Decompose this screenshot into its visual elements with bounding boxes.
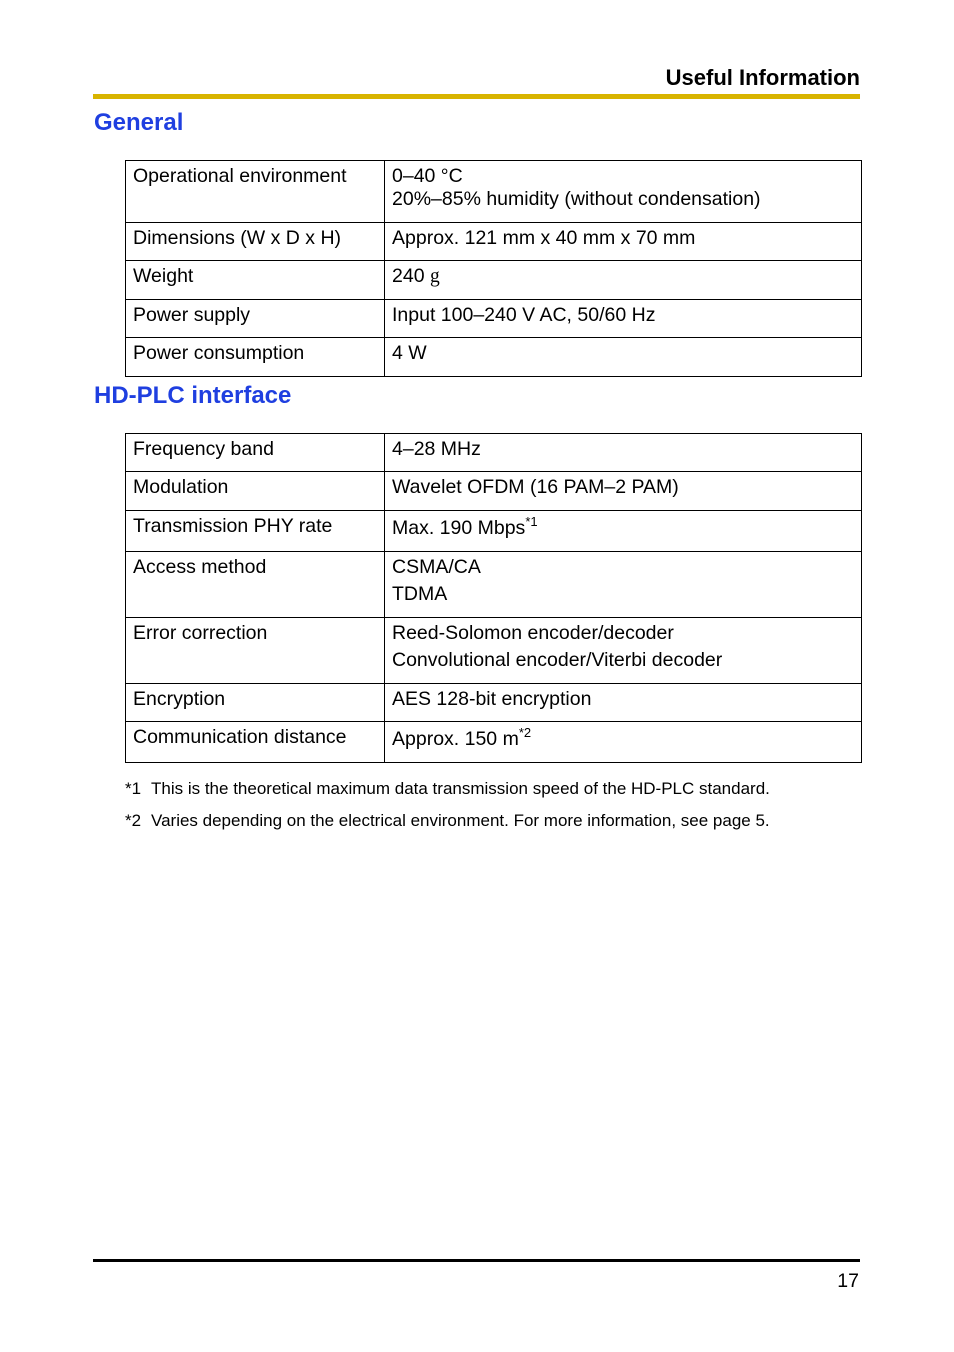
spec-value <box>385 338 862 377</box>
spec-value-line: Reed-Solomon encoder/decoder <box>392 622 674 644</box>
spec-value-line: Convolutional encoder/Viterbi decoder <box>392 649 723 671</box>
page-number: 17 <box>837 1270 859 1292</box>
spec-label: Frequency band <box>126 434 385 472</box>
spec-label: Transmission PHY rate <box>126 511 385 552</box>
header-rule <box>93 94 860 99</box>
phy-rate-value: Max. 190 Mbps <box>392 517 526 539</box>
spec-value <box>385 511 862 552</box>
weight-value: 240 <box>392 265 430 287</box>
spec-value-line: Input 100–240 V AC, 50/60 Hz <box>392 304 656 326</box>
spec-label: Power consumption <box>126 338 385 377</box>
distance-value: Approx. 150 m <box>392 728 519 750</box>
spec-label: Access method <box>126 552 385 618</box>
spec-value-line: TDMA <box>392 583 448 605</box>
spec-value-line: 20%–85% humidity (without condensation) <box>392 188 761 210</box>
spec-value <box>385 618 862 684</box>
table-row <box>126 722 862 763</box>
spec-label: Weight <box>126 261 385 300</box>
spec-value <box>385 161 862 223</box>
spec-value <box>385 300 862 338</box>
spec-label: Encryption <box>126 684 385 722</box>
spec-label: Operational environment <box>126 161 385 223</box>
table-row <box>126 338 862 377</box>
spec-value <box>385 684 862 722</box>
table-row <box>126 552 862 618</box>
table-row <box>126 261 862 300</box>
spec-label: Communication distance <box>126 722 385 763</box>
table-row <box>126 511 862 552</box>
spec-value <box>385 552 862 618</box>
table-row <box>126 684 862 722</box>
spec-value-line: 4 W <box>392 342 427 364</box>
footnote-mark: *2 <box>125 811 142 830</box>
spec-value-line: AES 128-bit encryption <box>392 688 592 710</box>
spec-value-line: 4–28 MHz <box>392 438 481 460</box>
spec-value <box>385 223 862 261</box>
general-spec-table <box>125 160 862 377</box>
spec-value-line: Wavelet OFDM (16 PAM–2 PAM) <box>392 476 679 498</box>
footnote-ref: *2 <box>518 725 532 740</box>
spec-label: Error correction <box>126 618 385 684</box>
section-title-general: General <box>94 109 184 136</box>
footnote-ref: *1 <box>525 514 538 529</box>
table-row <box>126 161 862 223</box>
spec-label: Power supply <box>126 300 385 338</box>
footnote-text: This is the theoretical maximum data transmission speed of the HD-PLC standard. <box>151 779 770 798</box>
section-title-hdplc: HD-PLC interface <box>94 382 292 409</box>
spec-value <box>385 722 862 763</box>
footnote <box>125 810 770 832</box>
footer-rule <box>93 1259 860 1262</box>
spec-value-line: Approx. 121 mm x 40 mm x 70 mm <box>392 227 696 249</box>
spec-value <box>385 434 862 472</box>
spec-value <box>385 261 862 300</box>
footnote-mark: *1 <box>125 779 142 798</box>
table-row <box>126 300 862 338</box>
running-header: Useful Information <box>665 65 860 90</box>
table-row <box>126 472 862 511</box>
spec-value-line: CSMA/CA <box>392 556 481 578</box>
table-row <box>126 618 862 684</box>
weight-unit: g <box>429 266 440 287</box>
table-row <box>126 223 862 261</box>
footnote <box>125 778 770 800</box>
spec-label: Modulation <box>126 472 385 511</box>
footnote-text: Varies depending on the electrical environment. For more information, see page 5. <box>151 811 770 830</box>
table-row <box>126 434 862 472</box>
spec-value <box>385 472 862 511</box>
spec-label: Dimensions (W x D x H) <box>126 223 385 261</box>
hdplc-spec-table <box>125 433 862 763</box>
spec-value-line: 0–40 °C <box>392 165 463 187</box>
